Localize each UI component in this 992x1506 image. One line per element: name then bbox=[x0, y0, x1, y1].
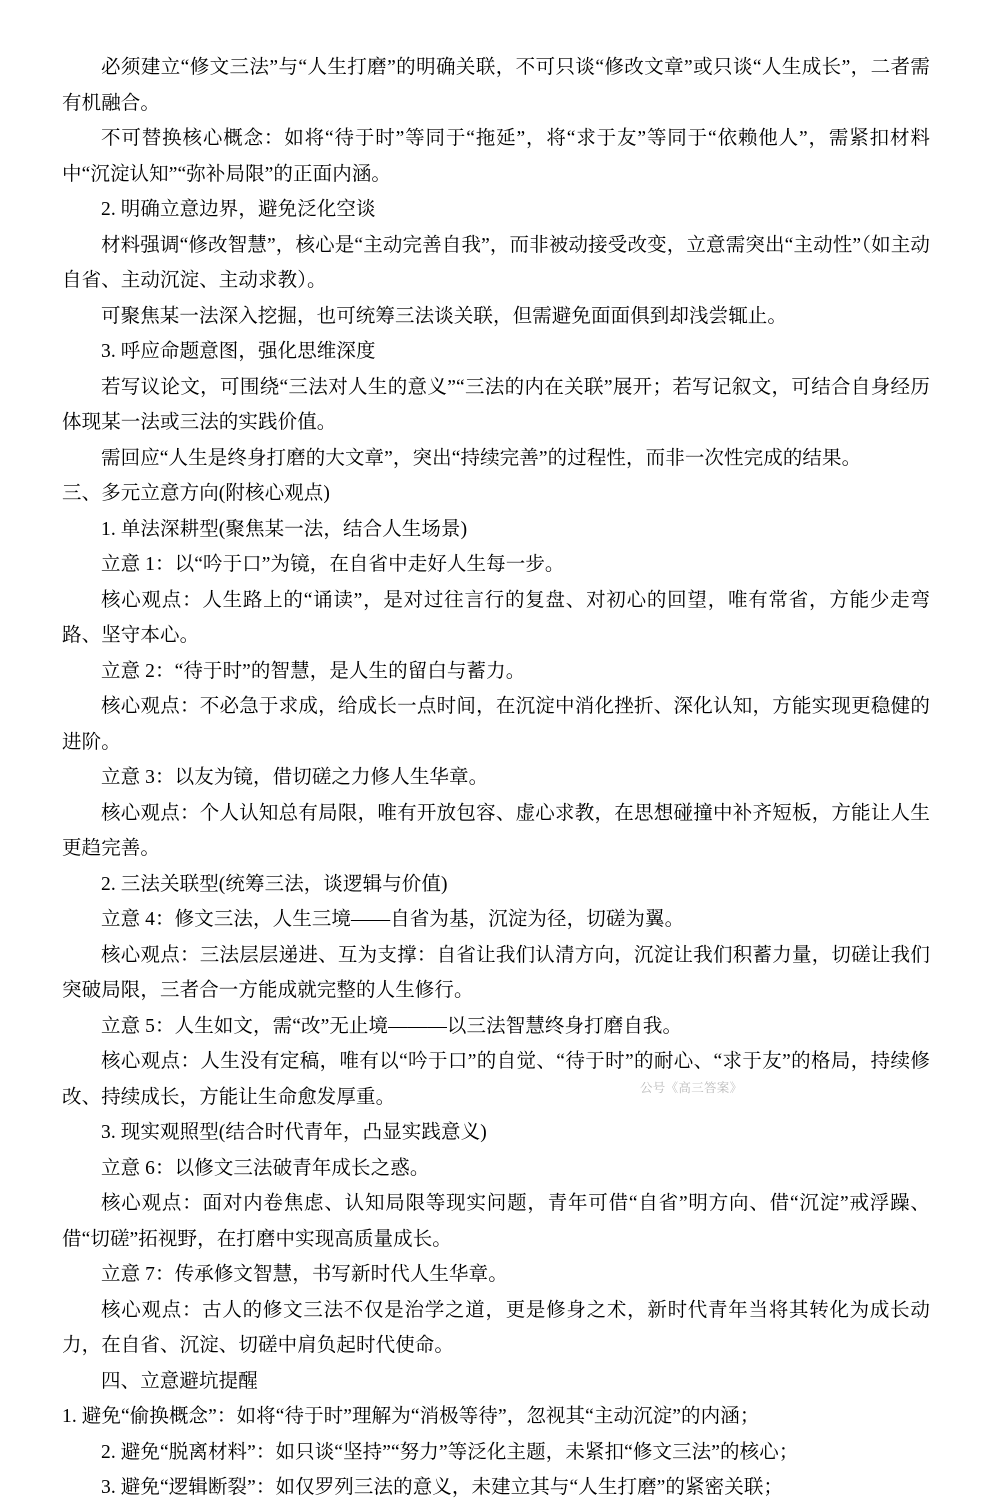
paragraph: 核心观点：人生路上的“诵读”，是对过往言行的复盘、对初心的回望，唯有常省，方能少走弯路、坚守本心。 bbox=[62, 589, 930, 646]
paragraph: 立意 5：人生如文，需“改”无止境———以三法智慧终身打磨自我。 bbox=[101, 1015, 683, 1037]
paragraph: 核心观点：古人的修文三法不仅是治学之道，更是修身之术，新时代青年当将其转化为成长动力，在自省、沉淀、切磋中肩负起时代使命。 bbox=[62, 1299, 930, 1356]
paragraph: 立意 4：修文三法，人生三境——自省为基，沉淀为径，切磋为翼。 bbox=[101, 909, 685, 930]
paragraph: 核心观点：面对内卷焦虑、认知局限等现实问题，青年可借“自省”明方向、借“沉淀”戒浮躁、借“切磋”拓视野，在打磨中实现高质量成长。 bbox=[62, 1193, 930, 1250]
paragraph: 核心观点：三法层层递进、互为支撑：自省让我们认清方向，沉淀让我们积蓄力量，切磋让我们突破局限，三者合一方能成就完整的人生修行。 bbox=[62, 944, 930, 1001]
paragraph: 立意 7：传承修文智慧，书写新时代人生华章。 bbox=[101, 1264, 508, 1285]
paragraph: 立意 6：以修文三法破青年成长之惑。 bbox=[101, 1157, 430, 1179]
paragraph: 3. 现实观照型(结合时代青年，凸显实践意义) bbox=[101, 1122, 487, 1143]
paragraph: 立意 1：以“吟于口”为镜，在自省中走好人生每一步。 bbox=[101, 554, 565, 575]
paragraph: 立意 3：以友为镜，借切磋之力修人生华章。 bbox=[101, 767, 489, 788]
paragraph: 若写议论文，可围绕“三法对人生的意义”“三法的内在关联”展开；若写记叙文，可结合自身经历体现某一法或三法的实践价值。 bbox=[62, 376, 930, 433]
paragraph: 不可替换核心概念：如将“待于时”等同于“拖延”，将“求于友”等同于“依赖他人”，需紧扣材料中“沉淀认知”“弥补局限”的正面内涵。 bbox=[62, 128, 930, 185]
section-heading: 1. 避免“偷换概念”：如将“待于时”理解为“消极等待”，忽视其“主动沉淀”的内涵； bbox=[62, 1406, 760, 1427]
section-heading: 三、多元立意方向(附核心观点) bbox=[62, 483, 330, 504]
watermark: 公号《高三答案》 bbox=[640, 1081, 743, 1095]
paragraph: 核心观点：不必急于求成，给成长一点时间，在沉淀中消化挫折、深化认知，方能实现更稳健的进阶。 bbox=[62, 696, 930, 753]
paragraph: 2. 三法关联型(统筹三法，谈逻辑与价值) bbox=[101, 873, 448, 895]
paragraph: 2. 避免“脱离材料”：如只谈“坚持”“努力”等泛化主题，未紧扣“修文三法”的核心； bbox=[101, 1441, 799, 1463]
paragraph: 2. 明确立意边界，避免泛化空谈 bbox=[101, 199, 376, 220]
paragraph: 3. 呼应命题意图，强化思维深度 bbox=[101, 341, 376, 362]
paragraph: 核心观点：人生没有定稿，唯有以“吟于口”的自觉、“待于时”的耐心、“求于友”的格局，持续修改、持续成长，方能让生命愈发厚重。 bbox=[62, 1051, 930, 1108]
document-body bbox=[62, 50, 930, 1506]
paragraph: 可聚焦某一法深入挖掘，也可统筹三法谈关联，但需避免面面俱到却浅尝辄止。 bbox=[101, 305, 788, 327]
paragraph: 材料强调“修改智慧”，核心是“主动完善自我”，而非被动接受改变，立意需突出“主动性”（如主动自省、主动沉淀、主动求教）。 bbox=[62, 234, 930, 291]
paragraph: 立意 2：“待于时”的智慧，是人生的留白与蓄力。 bbox=[101, 660, 526, 682]
paragraph: 必须建立“修文三法”与“人生打磨”的明确关联，不可只谈“修改文章”或只谈“人生成长”，二者需有机融合。 bbox=[62, 57, 930, 114]
paragraph: 核心观点：个人认知总有局限，唯有开放包容、虚心求教，在思想碰撞中补齐短板，方能让人生更趋完善。 bbox=[62, 802, 930, 859]
paragraph: 需回应“人生是终身打磨的大文章”，突出“持续完善”的过程性，而非一次性完成的结果。 bbox=[101, 447, 862, 469]
paragraph: 3. 避免“逻辑断裂”：如仅罗列三法的意义，未建立其与“人生打磨”的紧密关联； bbox=[101, 1477, 784, 1498]
paragraph: 1. 单法深耕型(聚焦某一法，结合人生场景) bbox=[101, 518, 468, 540]
paragraph: 四、立意避坑提醒 bbox=[101, 1370, 258, 1392]
